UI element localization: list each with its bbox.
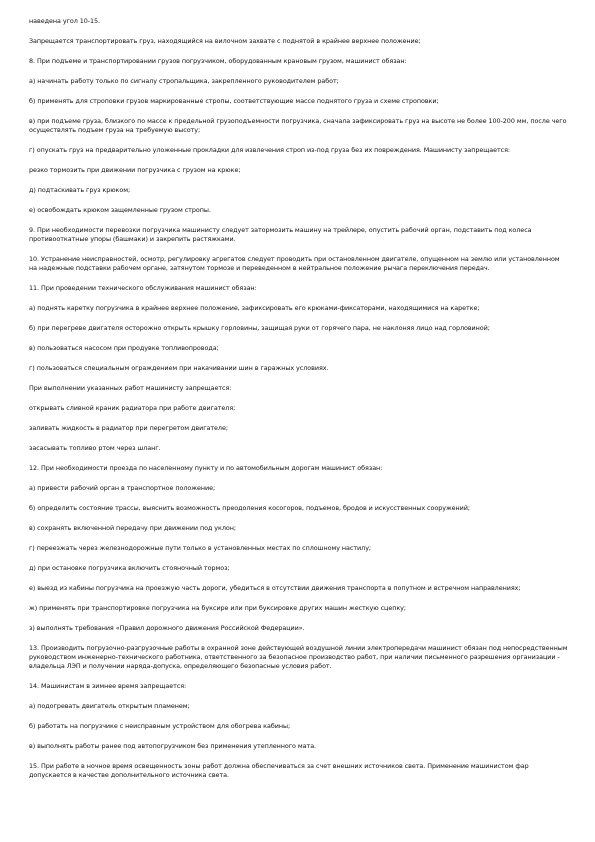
paragraph: а) привести рабочий орган в транспортное положение;	[29, 484, 216, 492]
paragraph: б) применять для строповки грузов маркированные стропы, соответствующие массе поднятого груза и схеме строповки;	[29, 97, 439, 105]
paragraph: б) при перегреве двигателя осторожно открыть крышку горловины, защищая руки от горячего пара, не наклоняя лицо над горловиной;	[29, 324, 490, 332]
paragraph: г) пользоваться специальным ограждением при накачивании шин в гаражных условиях.	[29, 364, 329, 372]
paragraph: в) сохранять включенной передачу при движении под уклон;	[29, 524, 236, 532]
paragraph: 13. Производить погрузочно-разгрузочные работы в охранной зоне действующей воздушной линии электропередачи машинист обязан под непосредственным руководством инженерно-технического работника, ответственного за безопасное производство работ, при наличии письменного разрешения организации - владельца ЛЭП и получении наряда-допуска, определяющего безопасные условия работ.	[29, 644, 568, 670]
paragraph: 11. При проведении технического обслуживания машинист обязан:	[29, 284, 257, 292]
paragraph: а) начинать работу только по сигналу стропальщика, закрепленного руководителем работ;	[29, 77, 339, 85]
paragraph: б) работать на погрузчике с неисправным устройством для обогрева кабины;	[29, 722, 291, 730]
document-page	[29, 17, 569, 791]
paragraph: 14. Машинистам в зимнее время запрещается:	[29, 682, 187, 690]
paragraph: заливать жидкость в радиатор при перегретом двигателе;	[29, 424, 228, 432]
paragraph: 15. При работе в ночное время освещенность зоны работ должна обеспечиваться за счет внешних источников света. Применение машинистом фар допускается в качестве дополнительного источника света.	[29, 762, 529, 779]
paragraph: резко тормозить при движении погрузчика с грузом на крюке;	[29, 166, 241, 174]
paragraph: е) выезд из кабины погрузчика на проезжую часть дороги, убедиться в отсутствии движения транспорта в попутном и встречном направлениях;	[29, 584, 521, 592]
paragraph: г) опускать груз на предварительно уложенные прокладки для извлечения строп из-под груза без их повреждения. Машинисту запрещается:	[29, 146, 510, 154]
paragraph: ж) применять при транспортировке погрузчика на буксире или при буксировке других машин жесткую сцепку;	[29, 604, 406, 612]
paragraph: е) освобождать крюком защемленные грузом стропы.	[29, 206, 211, 214]
paragraph: Запрещается транспортировать груз, находящийся на вилочном захвате с поднятой в крайнее верхнее положение;	[29, 37, 421, 45]
paragraph: а) поднять каретку погрузчика в крайнее верхнее положение, зафиксировать его крюками-фиксаторами, находящимися на каретке;	[29, 304, 480, 312]
paragraph: 8. При подъеме и транспортировании грузов погрузчиком, оборудованным крановым грузом, машинист обязан:	[29, 57, 407, 65]
paragraph: засасывать топливо ртом через шланг.	[29, 444, 161, 452]
paragraph: з) выполнять требования «Правил дорожного движения Российской Федерации».	[29, 624, 305, 632]
paragraph: в) выполнять работы ранее под автопогрузчиком без применения утепленного мата.	[29, 742, 317, 750]
paragraph: открывать сливной краник радиатора при работе двигателя;	[29, 404, 236, 412]
paragraph: а) подогревать двигатель открытым пламенем;	[29, 702, 190, 710]
paragraph: д) при остановке погрузчика включить стояночный тормоз;	[29, 564, 230, 572]
paragraph: 9. При необходимости перевозки погрузчика машинисту следует затормозить машину на трейлере, опустить рабочий орган, подставить под колеса противооткатные упоры (башмаки) и закрепить растяжками.	[29, 226, 532, 243]
paragraph: При выполнении указанных работ машинисту запрещается:	[29, 384, 232, 392]
paragraph: д) подтаскивать груз крюком;	[29, 186, 131, 194]
paragraph: б) определить состояние трассы, выяснить возможность преодоления косогоров, подъемов, бродов и искусственных сооружений;	[29, 504, 470, 512]
paragraph: г) переезжать через железнодорожные пути только в установленных местах по сплошному настилу;	[29, 544, 372, 552]
paragraph: наведена угол 10-15.	[29, 17, 101, 25]
paragraph: 12. При необходимости проезда по населенному пункту и по автомобильным дорогам машинист обязан:	[29, 464, 383, 472]
paragraph: в) пользоваться насосом при продувке топливопровода;	[29, 344, 219, 352]
paragraph: в) при подъеме груза, близкого по массе к предельной грузоподъемности погрузчика, сначала зафиксировать груз на высоте не более 100-200 мм, после чего осуществлять подъем груза на требуемую высоту;	[29, 117, 567, 134]
paragraph: 10. Устранение неисправностей, осмотр, регулировку агрегатов следует проводить при остановленном двигателе, опущенном на землю или установленном на надежные подставки рабочем органе, затянутом тормозе и переведенном в нейтральное положение рычага переключения передач.	[29, 255, 560, 272]
